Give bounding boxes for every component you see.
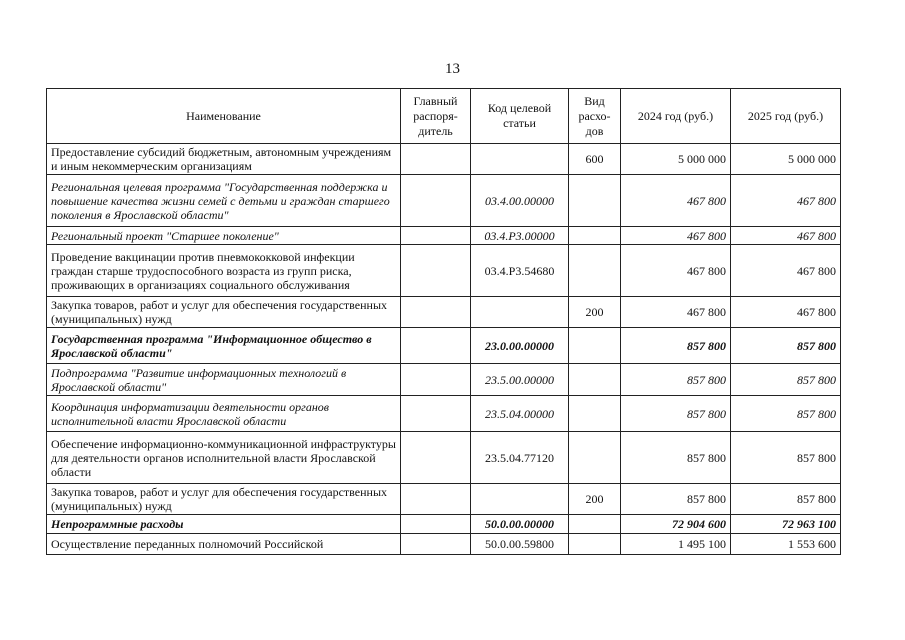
row-kind-cell xyxy=(569,328,621,364)
row-admin-cell xyxy=(401,328,471,364)
row-name-cell: Координация информатизации деятельности органов исполнительной власти Ярославской области xyxy=(47,396,401,432)
row-admin-cell xyxy=(401,432,471,484)
row-admin-cell xyxy=(401,144,471,175)
row-code-cell: 03.4.P3.54680 xyxy=(471,245,569,297)
row-name-cell: Обеспечение информационно-коммуникационной инфраструктуры для деятельности органов исполнительной власти Ярославской области xyxy=(47,432,401,484)
row-2024-cell: 467 800 xyxy=(621,227,731,245)
row-name-cell: Государственная программа "Информационное общество в Ярославской области" xyxy=(47,328,401,364)
table-row xyxy=(47,227,841,245)
header-name: Наименование xyxy=(47,89,401,144)
row-kind-cell xyxy=(569,245,621,297)
row-kind-cell: 600 xyxy=(569,144,621,175)
table-row xyxy=(47,364,841,396)
row-2025-cell: 857 800 xyxy=(731,364,841,396)
table-row xyxy=(47,432,841,484)
row-code-cell xyxy=(471,297,569,328)
row-name-cell: Региональный проект "Старшее поколение" xyxy=(47,227,401,245)
row-2024-cell: 857 800 xyxy=(621,432,731,484)
row-2025-cell: 857 800 xyxy=(731,328,841,364)
table-row xyxy=(47,484,841,515)
row-name-cell: Предоставление субсидий бюджетным, автономным учреждениям и иным некоммерческим организациям xyxy=(47,144,401,175)
row-2025-cell: 467 800 xyxy=(731,227,841,245)
table-row xyxy=(47,144,841,175)
row-2025-cell: 72 963 100 xyxy=(731,515,841,534)
row-kind-cell: 200 xyxy=(569,297,621,328)
row-admin-cell xyxy=(401,364,471,396)
row-2025-cell: 467 800 xyxy=(731,245,841,297)
row-name-cell: Осуществление переданных полномочий Российской xyxy=(47,534,401,555)
row-name-cell: Непрограммные расходы xyxy=(47,515,401,534)
row-admin-cell xyxy=(401,175,471,227)
row-code-cell: 23.0.00.00000 xyxy=(471,328,569,364)
row-kind-cell xyxy=(569,396,621,432)
row-code-cell: 23.5.00.00000 xyxy=(471,364,569,396)
row-2024-cell: 857 800 xyxy=(621,396,731,432)
row-name-cell: Региональная целевая программа "Государственная поддержка и повышение качества жизни семей с детьми и граждан старшего поколения в Ярославской области" xyxy=(47,175,401,227)
row-2025-cell: 857 800 xyxy=(731,432,841,484)
row-code-cell: 03.4.00.00000 xyxy=(471,175,569,227)
row-2025-cell: 467 800 xyxy=(731,175,841,227)
row-2024-cell: 857 800 xyxy=(621,328,731,364)
row-admin-cell xyxy=(401,484,471,515)
row-name-cell: Подпрограмма "Развитие информационных технологий в Ярославской области" xyxy=(47,364,401,396)
row-kind-cell xyxy=(569,432,621,484)
row-admin-cell xyxy=(401,515,471,534)
table-row xyxy=(47,297,841,328)
row-2024-cell: 857 800 xyxy=(621,484,731,515)
row-kind-cell xyxy=(569,175,621,227)
header-2025: 2025 год (руб.) xyxy=(731,89,841,144)
row-code-cell xyxy=(471,484,569,515)
row-2024-cell: 467 800 xyxy=(621,175,731,227)
row-name-cell: Проведение вакцинации против пневмококковой инфекции граждан старше трудоспособного возраста из групп риска, проживающих в организациях социального обслуживания xyxy=(47,245,401,297)
row-admin-cell xyxy=(401,245,471,297)
row-admin-cell xyxy=(401,396,471,432)
row-2025-cell: 5 000 000 xyxy=(731,144,841,175)
header-code: Код целевой статьи xyxy=(471,89,569,144)
row-kind-cell xyxy=(569,364,621,396)
row-2024-cell: 5 000 000 xyxy=(621,144,731,175)
header-admin: Главный распоря-дитель xyxy=(401,89,471,144)
row-code-cell: 23.5.04.77120 xyxy=(471,432,569,484)
row-kind-cell xyxy=(569,534,621,555)
table-row xyxy=(47,328,841,364)
table-row xyxy=(47,175,841,227)
row-2025-cell: 1 553 600 xyxy=(731,534,841,555)
budget-table xyxy=(46,88,841,555)
table-body xyxy=(47,144,841,555)
row-kind-cell: 200 xyxy=(569,484,621,515)
row-2024-cell: 467 800 xyxy=(621,245,731,297)
row-admin-cell xyxy=(401,534,471,555)
table-row xyxy=(47,245,841,297)
row-admin-cell xyxy=(401,227,471,245)
row-2025-cell: 857 800 xyxy=(731,484,841,515)
table-row xyxy=(47,515,841,534)
table-row xyxy=(47,396,841,432)
row-2024-cell: 1 495 100 xyxy=(621,534,731,555)
row-code-cell: 50.0.00.59800 xyxy=(471,534,569,555)
row-admin-cell xyxy=(401,297,471,328)
page-number: 13 xyxy=(445,61,460,77)
table-header-row xyxy=(47,89,841,144)
row-kind-cell xyxy=(569,515,621,534)
row-name-cell: Закупка товаров, работ и услуг для обеспечения государственных (муниципальных) нужд xyxy=(47,297,401,328)
header-kind: Вид расхо-дов xyxy=(569,89,621,144)
table-row xyxy=(47,534,841,555)
row-2025-cell: 467 800 xyxy=(731,297,841,328)
row-2024-cell: 857 800 xyxy=(621,364,731,396)
row-name-cell: Закупка товаров, работ и услуг для обеспечения государственных (муниципальных) нужд xyxy=(47,484,401,515)
row-2024-cell: 467 800 xyxy=(621,297,731,328)
row-code-cell: 50.0.00.00000 xyxy=(471,515,569,534)
row-kind-cell xyxy=(569,227,621,245)
row-code-cell: 23.5.04.00000 xyxy=(471,396,569,432)
header-2024: 2024 год (руб.) xyxy=(621,89,731,144)
row-code-cell: 03.4.P3.00000 xyxy=(471,227,569,245)
row-code-cell xyxy=(471,144,569,175)
row-2024-cell: 72 904 600 xyxy=(621,515,731,534)
row-2025-cell: 857 800 xyxy=(731,396,841,432)
